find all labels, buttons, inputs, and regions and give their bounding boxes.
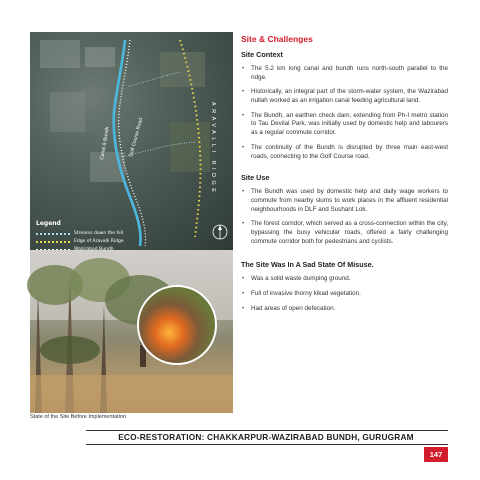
map-overlay [30,32,233,250]
site-use-title: Site Use [241,173,270,183]
photo-caption: State of the Site Before Implementation [30,414,127,420]
list-item: • Full of invasive thorny kikad vegetation. [241,290,448,299]
list-item: • The forest corridor, which served as a cross-connection within the city, bypassing the busy vehicular roads, offered a fairly challenging commute corridor both for pedestrians and cyclists. [241,220,448,246]
legend-title: Legend [36,220,61,227]
list-item: • The continuity of the Bundh is disrupted by three main east-west roads, connecting to the Golf Course road. [241,144,448,161]
list-item: • Historically, an integral part of the storm-water system, the Wazirabad nullah worked as an irrigation canal feeding agricultural land. [241,88,448,105]
stream-dotted-line-icon [36,233,70,235]
list-item: • The Bundh was used by domestic help and daily wage workers to commute from nearby slums to work places in the affluent residential neighbourhoods in DLF and Sushant Lok. [241,188,448,214]
legend-row [36,238,136,246]
site-use-list [241,188,448,246]
footer-title: ECO-RESTORATION: CHAKKARPUR-WAZIRABAD BUNDH, GURUGRAM [118,432,414,442]
page-number: 147 [424,447,448,462]
list-item: • Was a solid waste dumping ground. [241,275,448,284]
misuse-title: The Site Was In A Sad State Of Misuse. [241,260,374,270]
misuse-list [241,275,448,313]
legend-label: Streams down the hill [74,230,124,236]
list-item: • Had areas of open defecation. [241,305,448,314]
list-item: • The Bundh, an earthen check dam, extending from Ph-I metro station to Tau Devilal Park, was initially used by domestic help and labourers as a regular commute corridor. [241,112,448,138]
fire-inset-photo [137,285,217,365]
list-item: • The 5.2 km long canal and bundh runs north-south parallel to the ridge. [241,65,448,82]
text-column [241,34,448,319]
canal-label: Canal & Bundh [99,126,111,161]
site-context-title: Site Context [241,50,283,59]
footer-rule-top [86,430,448,431]
section-heading: Site & Challenges [241,34,313,44]
ridge-dotted-line-icon [36,241,70,243]
ridge-label: ARAVALLI RIDGE [210,102,216,196]
north-arrow-icon [213,225,227,239]
bundh-label: Golf Course Road [128,117,145,158]
site-context-list [241,65,448,161]
legend-label: Edge of Aravalli Ridge [74,238,124,244]
legend-row [36,230,136,238]
aerial-map [30,32,233,250]
footer-rule [86,444,448,445]
